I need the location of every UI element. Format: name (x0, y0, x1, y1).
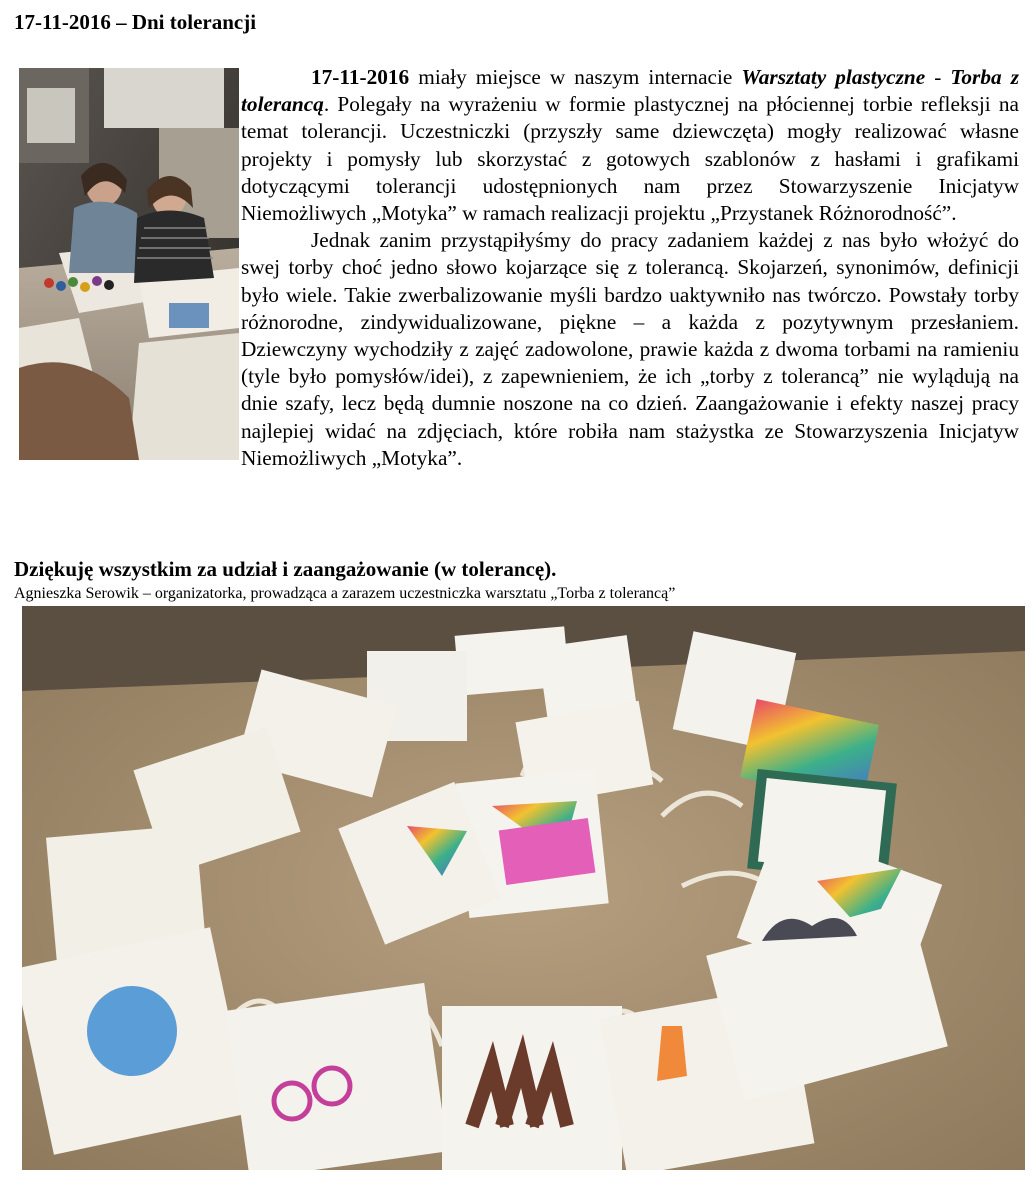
bag-title: Torba z tolerancą (241, 65, 1019, 117)
workshop-name: Warsztaty plastyczne (741, 65, 926, 89)
page-title: 17-11-2016 – Dni tolerancji (14, 10, 257, 34)
article-body (14, 64, 1019, 472)
author-line: Agnieszka Serowik – organizatorka, prowadząca a zarazem uczestniczka warsztatu „Torba z tolerancą” (14, 585, 676, 602)
bags-photo (22, 606, 1025, 1170)
dash: - (925, 65, 951, 89)
event-date: 17-11-2016 (311, 65, 410, 89)
paragraph-2: Jednak zanim przystąpiłyśmy do pracy zadaniem każdej z nas było włożyć do swej torby choć jedno słowo kojarzące się z tolerancą. Skojarzeń, synonimów, definicji było wiele. Takie zwerbalizowanie myśli bardzo uaktywniło nas twórczo. Powstały torby różnorodne, zindywidualizowane, piękne – a każda z pozytywnym przesłaniem. Dziewczyny wychodziły z zajęć zadowolone, prawie każda z dwoma torbami na ramieniu (tyle było pomysłów/idei), z zapewnieniem, że ich „torby z tolerancą” nie wylądują na dnie szafy, lecz będą dumnie noszone na co dzień. Zaangażowanie i efekty naszej pracy najlepiej widać na zdjęciach, które robiła nam stażystka ze Stowarzyszenia Inicjatyw Niemożliwych „Motyka”. (241, 228, 1019, 470)
paragraph-1-text-b: . Polegały na wyrażeniu w formie plastycznej na płóciennej torbie refleksji na temat tolerancji. Uczestniczki (przyszły same dziewczęta) mogły realizować własne projekty i pomysły lub skorzystać z gotowych szablonów z hasłami i grafikami dotyczącymi tolerancji udostępnionych nam przez Stowarzyszenie Inicjatyw Niemożliwych „Motyka” w ramach realizacji projektu „Przystanek Różnorodność”. (241, 92, 1019, 226)
thanks-line: Dziękuję wszystkim za udział i zaangażowanie (w tolerancę). (14, 557, 557, 581)
paragraph-1-text-a: miały miejsce w naszym internacie (409, 65, 742, 89)
